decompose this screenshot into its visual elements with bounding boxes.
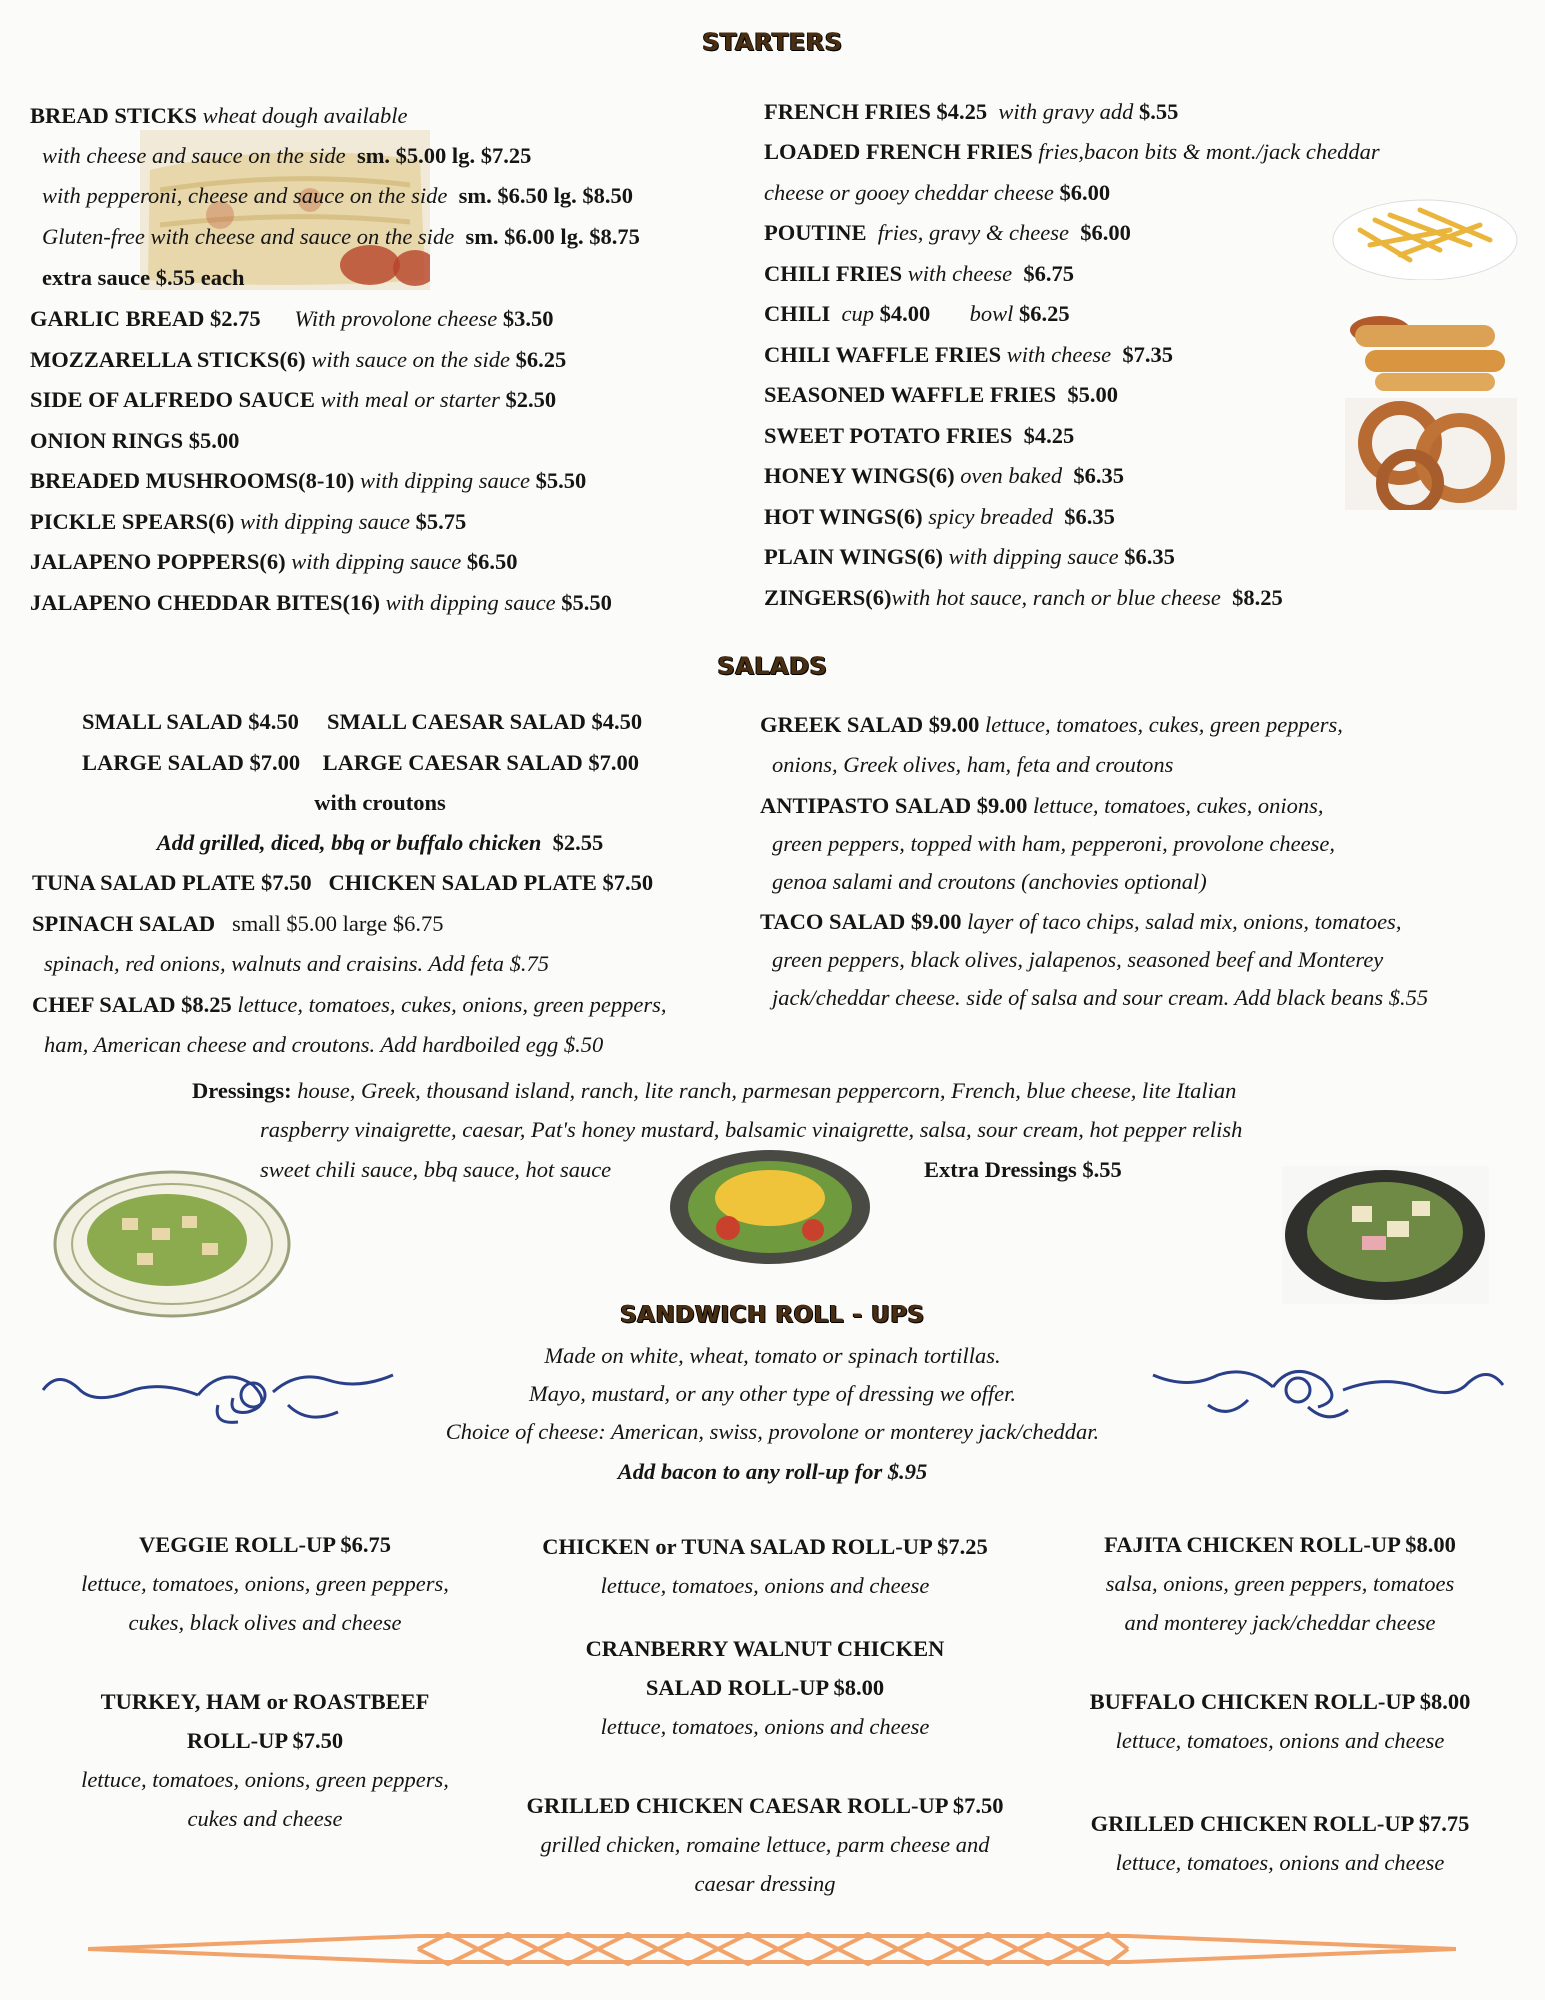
taco-salad-desc2: jack/cheddar cheese. side of salsa and sour cream. Add black beans $.55 xyxy=(772,985,1429,1010)
turkey-rollup-desc2: cukes and cheese xyxy=(187,1806,343,1831)
extra-sauce: extra sauce $.55 each xyxy=(42,265,245,290)
jalapeno-poppers-item: JALAPENO POPPERS(6) with dipping sauce $6.50 xyxy=(30,549,518,574)
rollups-title: SANDWICH ROLL - UPS xyxy=(620,1302,925,1328)
taco-salad-line: TACO SALAD $9.00 layer of taco chips, salad mix, onions, tomatoes, xyxy=(760,909,1402,934)
poutine-item: POUTINE fries, gravy & cheese $6.00 xyxy=(764,220,1131,245)
mozzarella-sticks-photo xyxy=(1335,305,1515,395)
mozzarella-sticks-item: MOZZARELLA STICKS(6) with sauce on the side $6.25 xyxy=(30,347,567,372)
rollups-intro4: Add bacon to any roll-up for $.95 xyxy=(617,1459,928,1484)
rollup-column-2 xyxy=(495,1527,1035,1903)
chef-salad-desc: ham, American cheese and croutons. Add hardboiled egg $.50 xyxy=(44,1032,604,1057)
cranberry-rollup-name: CRANBERRY WALNUT CHICKEN xyxy=(585,1636,945,1661)
turkey-rollup-name2: ROLL-UP $7.50 xyxy=(186,1728,344,1753)
greek-salad-line: GREEK SALAD $9.00 lettuce, tomatoes, cukes, green peppers, xyxy=(760,712,1343,737)
jalapeno-cheddar-bites-item: JALAPENO CHEDDAR BITES(16) with dipping sauce $5.50 xyxy=(30,590,612,615)
extra-dressings: Extra Dressings $.55 xyxy=(924,1157,1122,1182)
alfredo-sauce-item: SIDE OF ALFREDO SAUCE with meal or starter $2.50 xyxy=(30,387,557,412)
fajita-rollup-desc1: salsa, onions, green peppers, tomatoes xyxy=(1105,1571,1455,1596)
fajita-rollup-name: FAJITA CHICKEN ROLL-UP $8.00 xyxy=(1104,1532,1456,1557)
turkey-rollup-name: TURKEY, HAM or ROASTBEEF xyxy=(100,1689,430,1714)
small-salad-line: SMALL SALAD $4.50 SMALL CAESAR SALAD $4.50 xyxy=(82,709,643,734)
veggie-rollup-name: VEGGIE ROLL-UP $6.75 xyxy=(139,1532,391,1557)
seasoned-waffle-fries-item: SEASONED WAFFLE FRIES $5.00 xyxy=(764,382,1119,407)
zingers-item: ZINGERS(6)with hot sauce, ranch or blue cheese $8.25 xyxy=(764,585,1283,610)
hot-wings-item: HOT WINGS(6) spicy breaded $6.35 xyxy=(764,504,1115,529)
spinach-salad-desc: spinach, red onions, walnuts and craisins. Add feta $.75 xyxy=(44,951,550,976)
grilled-rollup-desc: lettuce, tomatoes, onions and cheese xyxy=(1115,1850,1445,1875)
with-croutons: with croutons xyxy=(314,790,446,815)
bread-sticks-gluten-free: Gluten-free with cheese and sauce on the side sm. $6.00 lg. $8.75 xyxy=(42,224,640,249)
caesar-rollup-name: GRILLED CHICKEN CAESAR ROLL-UP $7.50 xyxy=(526,1793,1004,1818)
dressings-line2: raspberry vinaigrette, caesar, Pat's honey mustard, balsamic vinaigrette, salsa, sour cream, hot pepper relish xyxy=(260,1117,1243,1142)
chili-item: CHILI cup $4.00 bowl $6.25 xyxy=(764,301,1070,326)
rollup-column-3 xyxy=(1045,1525,1515,1882)
decorative-diamond-border-icon xyxy=(88,1928,1456,1970)
taco-salad-desc1: green peppers, black olives, jalapenos, seasoned beef and Monterey xyxy=(772,947,1384,972)
chicken-tuna-rollup-desc: lettuce, tomatoes, onions and cheese xyxy=(600,1573,930,1598)
cranberry-rollup-desc: lettuce, tomatoes, onions and cheese xyxy=(600,1714,930,1739)
salad-plates-line: TUNA SALAD PLATE $7.50 CHICKEN SALAD PLATE $7.50 xyxy=(32,870,654,895)
grilled-rollup-name: GRILLED CHICKEN ROLL-UP $7.75 xyxy=(1090,1811,1470,1836)
cranberry-rollup-name2: SALAD ROLL-UP $8.00 xyxy=(645,1675,885,1700)
caesar-salad-photo xyxy=(52,1168,292,1320)
loaded-fries-item: LOADED FRENCH FRIES fries,bacon bits & mont./jack cheddar xyxy=(764,139,1380,164)
pickle-spears-item: PICKLE SPEARS(6) with dipping sauce $5.75 xyxy=(30,509,467,534)
rollups-intro2: Mayo, mustard, or any other type of dressing we offer. xyxy=(528,1381,1017,1406)
fajita-rollup-desc2: and monterey jack/cheddar cheese xyxy=(1124,1610,1436,1635)
dressings-line1: Dressings: house, Greek, thousand island, ranch, lite ranch, parmesan peppercorn, French, blue cheese, lite Italian xyxy=(192,1078,1237,1103)
chef-salad-line: CHEF SALAD $8.25 lettuce, tomatoes, cukes, onions, green peppers, xyxy=(32,992,667,1017)
dressings-line3: sweet chili sauce, bbq sauce, hot sauce xyxy=(260,1157,612,1182)
french-fries-item: FRENCH FRIES $4.25 with gravy add $.55 xyxy=(764,99,1179,124)
caesar-rollup-desc2: caesar dressing xyxy=(694,1871,836,1896)
onion-rings-photo xyxy=(1345,398,1517,510)
chicken-tuna-rollup-name: CHICKEN or TUNA SALAD ROLL-UP $7.25 xyxy=(542,1534,988,1559)
bread-sticks-pepperoni: with pepperoni, cheese and sauce on the side sm. $6.50 lg. $8.50 xyxy=(42,183,633,208)
plain-wings-item: PLAIN WINGS(6) with dipping sauce $6.35 xyxy=(764,544,1175,569)
chili-fries-item: CHILI FRIES with cheese $6.75 xyxy=(764,261,1075,286)
add-chicken-line: Add grilled, diced, bbq or buffalo chicken $2.55 xyxy=(156,830,604,855)
starters-title: STARTERS xyxy=(702,28,843,56)
salads-title: SALADS xyxy=(717,652,828,680)
turkey-rollup-desc1: lettuce, tomatoes, onions, green peppers, xyxy=(81,1767,449,1792)
antipasto-salad-desc1: green peppers, topped with ham, pepperoni, provolone cheese, xyxy=(772,831,1335,856)
chef-salad-photo xyxy=(1282,1166,1489,1304)
veggie-rollup-desc1: lettuce, tomatoes, onions, green peppers, xyxy=(81,1571,449,1596)
large-salad-line: LARGE SALAD $7.00 LARGE CAESAR SALAD $7.00 xyxy=(82,750,639,775)
sweet-potato-fries-item: SWEET POTATO FRIES $4.25 xyxy=(764,423,1075,448)
garlic-bread-item: GARLIC BREAD $2.75 With provolone cheese $3.50 xyxy=(30,306,554,331)
buffalo-rollup-name: BUFFALO CHICKEN ROLL-UP $8.00 xyxy=(1089,1689,1471,1714)
loaded-fries-cheese: cheese or gooey cheddar cheese $6.00 xyxy=(764,180,1111,205)
chili-waffle-fries-item: CHILI WAFFLE FRIES with cheese $7.35 xyxy=(764,342,1173,367)
onion-rings-item: ONION RINGS $5.00 xyxy=(30,428,240,453)
taco-salad-photo xyxy=(668,1148,873,1266)
greek-salad-desc: onions, Greek olives, ham, feta and croutons xyxy=(772,752,1174,777)
breaded-mushrooms-item: BREADED MUSHROOMS(8-10) with dipping sauce $5.50 xyxy=(30,468,587,493)
honey-wings-item: HONEY WINGS(6) oven baked $6.35 xyxy=(764,463,1124,488)
rollup-column-1 xyxy=(30,1525,500,1838)
bread-sticks-item: BREAD STICKS wheat dough available xyxy=(30,103,408,128)
rollups-intro3: Choice of cheese: American, swiss, provolone or monterey jack/cheddar. xyxy=(445,1419,1100,1444)
antipasto-salad-desc2: genoa salami and croutons (anchovies optional) xyxy=(772,869,1207,894)
veggie-rollup-desc2: cukes, black olives and cheese xyxy=(128,1610,402,1635)
buffalo-rollup-desc: lettuce, tomatoes, onions and cheese xyxy=(1115,1728,1445,1753)
rollups-intro1: Made on white, wheat, tomato or spinach tortillas. xyxy=(544,1343,1001,1368)
spinach-salad-line: SPINACH SALAD small $5.00 large $6.75 xyxy=(32,911,444,936)
french-fries-photo xyxy=(1330,190,1520,280)
bread-sticks-cheese: with cheese and sauce on the side sm. $5.00 lg. $7.25 xyxy=(42,143,532,168)
antipasto-salad-line: ANTIPASTO SALAD $9.00 lettuce, tomatoes, cukes, onions, xyxy=(760,793,1324,818)
caesar-rollup-desc1: grilled chicken, romaine lettuce, parm cheese and xyxy=(540,1832,990,1857)
